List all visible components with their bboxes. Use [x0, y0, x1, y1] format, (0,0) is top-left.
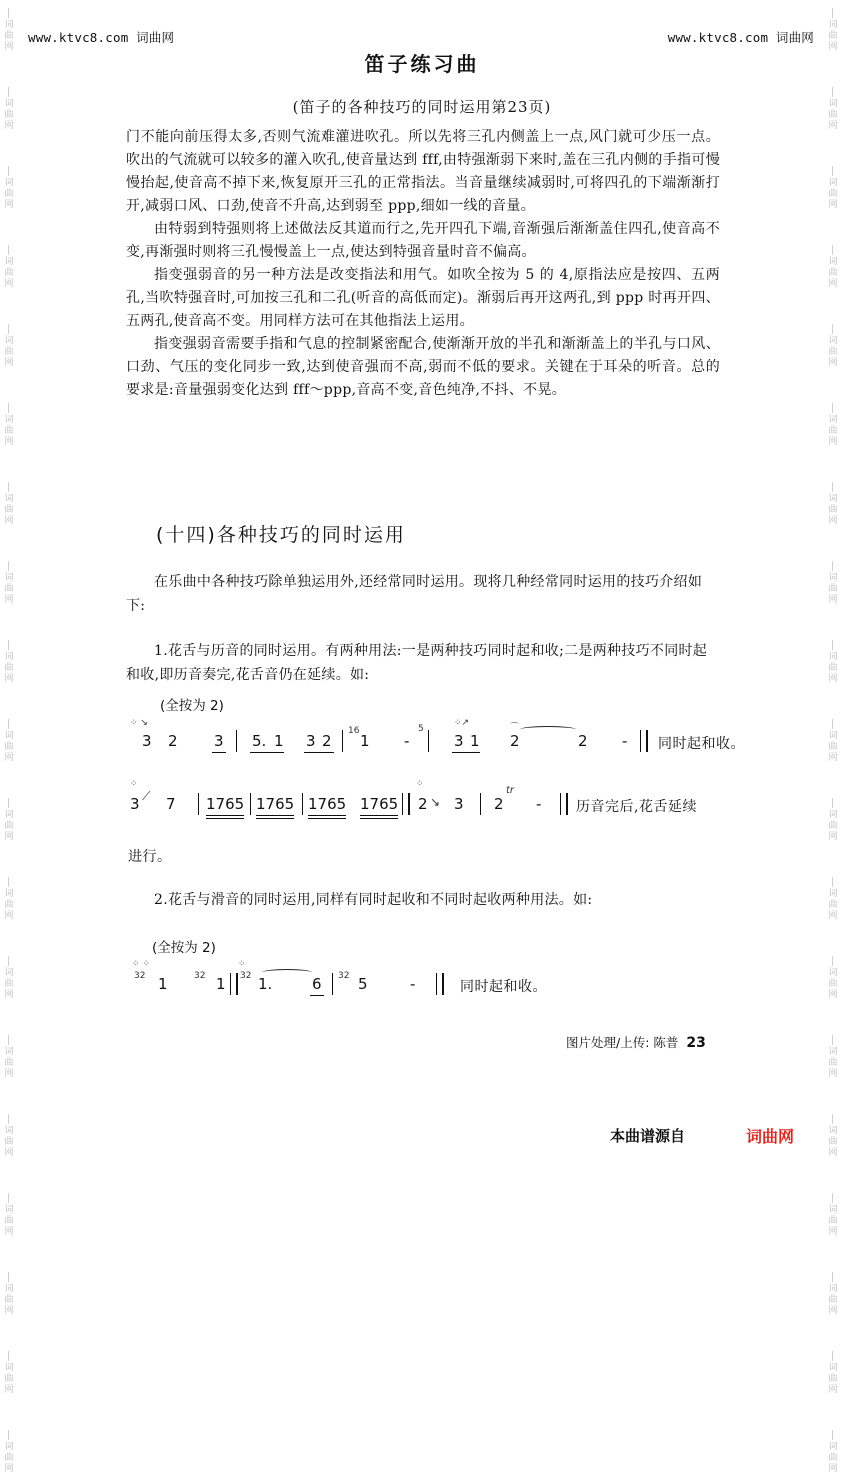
- watermark-unit: [4, 6, 13, 53]
- watermark-divider: [8, 561, 9, 571]
- watermark-char: 曲: [4, 31, 14, 41]
- watermark-char: 曲: [4, 1058, 14, 1068]
- watermark-char: 网: [828, 753, 838, 763]
- watermark-char: 网: [828, 1227, 838, 1237]
- right-watermark-strip: [826, 0, 840, 1474]
- watermark-unit: [828, 1191, 837, 1238]
- watermark-unit: [828, 6, 837, 53]
- note: 1: [216, 975, 226, 993]
- watermark-char: 网: [828, 516, 838, 526]
- notation-line-3: [132, 959, 632, 1005]
- dash: -: [622, 732, 628, 750]
- watermark-char: 词: [4, 573, 14, 583]
- watermark-divider: [832, 640, 833, 650]
- watermark-char: 曲: [4, 584, 14, 594]
- watermark-char: 网: [4, 1227, 14, 1237]
- watermark-char: 词: [4, 415, 14, 425]
- credit-line: [566, 1033, 706, 1051]
- body-paragraph-2: 由特弱到特强则将上述做法反其道而行之,先开四孔下端,音渐强后渐渐盖住四孔,使音高不变,再渐强时则将三孔慢慢盖上一点,使达到特强音量时音不偏高。: [126, 221, 720, 260]
- watermark-unit: [4, 1191, 13, 1238]
- note: 1: [158, 975, 168, 993]
- barline: [332, 973, 333, 995]
- watermark-char: 词: [828, 1442, 838, 1452]
- note: 1.: [258, 975, 273, 993]
- watermark-char: 词: [4, 889, 14, 899]
- body-text: [126, 126, 720, 402]
- watermark-char: 词: [828, 810, 838, 820]
- watermark-divider: [8, 1430, 9, 1440]
- watermark-divider: [8, 245, 9, 255]
- watermark-char: 曲: [828, 1137, 838, 1147]
- glide-icon: ⟋: [142, 789, 151, 803]
- double-barline: [402, 793, 410, 815]
- watermark-char: 网: [4, 753, 14, 763]
- body-paragraph-1: 门不能向前压得太多,否则气流难灌进吹孔。所以先将三孔内侧盖上一点,风门就可少压一点。吹出的气流就可以较多的灌入吹孔,使音量达到 fff,由特强渐弱下来时,盖在三孔内侧的手指可慢慢抬起,使音高不掉下来,恢复原开三孔的正常指法。当音量继续减弱时,可将四孔的下端渐渐打开,减弱口风、口劲,使音不升高,达到弱至 ppp,细如一线的音量。: [126, 129, 720, 214]
- watermark-char: 网: [4, 1306, 14, 1316]
- watermark-char: 曲: [4, 1453, 14, 1463]
- watermark-divider: [832, 1430, 833, 1440]
- site-watermark-right[interactable]: www.ktvc8.com 词曲网: [667, 30, 814, 45]
- watermark-unit: [4, 1112, 13, 1159]
- watermark-divider: [832, 1351, 833, 1361]
- watermark-char: 网: [4, 42, 14, 52]
- watermark-char: 词: [828, 652, 838, 662]
- watermark-unit: [828, 322, 837, 369]
- watermark-char: 词: [828, 257, 838, 267]
- underline: [250, 752, 284, 753]
- watermark-char: 曲: [828, 505, 838, 515]
- watermark-unit: [828, 1270, 837, 1317]
- watermark-char: 网: [4, 279, 14, 289]
- watermark-unit: [4, 559, 13, 606]
- body-paragraph-3: 指变强弱音的另一种方法是改变指法和用气。如吹全按为 5 的 4,原指法应是按四、五两孔,当吹特强音时,可加按三孔和二孔(听音的高低而定)。渐弱后再开这两孔,到 ppp 时再开四、五两孔,使音高不变。用同样方法可在其他指法上运用。: [126, 267, 720, 329]
- watermark-divider: [8, 166, 9, 176]
- watermark-char: 网: [828, 121, 838, 131]
- watermark-char: 网: [4, 1385, 14, 1395]
- flutter-tongue-mark: ⁘: [130, 779, 138, 789]
- watermark-char: 词: [4, 810, 14, 820]
- watermark-char: 曲: [828, 1295, 838, 1305]
- watermark-divider: [8, 324, 9, 334]
- underline: [206, 818, 244, 819]
- watermark-char: 网: [4, 990, 14, 1000]
- watermark-char: 曲: [828, 742, 838, 752]
- watermark-char: 词: [828, 336, 838, 346]
- note: 3: [454, 795, 464, 813]
- watermark-char: 网: [828, 200, 838, 210]
- underline: [360, 815, 398, 816]
- watermark-unit: [4, 1349, 13, 1396]
- note: 1765: [360, 795, 399, 813]
- watermark-divider: [832, 166, 833, 176]
- watermark-unit: [828, 401, 837, 448]
- watermark-char: 网: [828, 1464, 838, 1474]
- watermark-char: 曲: [828, 1058, 838, 1068]
- body-paragraph-4: 指变强弱音需要手指和气息的控制紧密配合,使渐渐开放的半孔和渐渐盖上的半孔与口风、口劲、气压的变化同步一致,达到使音强而不高,弱而不低的要求。关键在于耳朵的听音。总的要求是:音量强弱变化达到 fff～ppp,音高不变,音色纯净,不抖、不晃。: [126, 336, 720, 398]
- watermark-char: 词: [828, 415, 838, 425]
- watermark-char: 词: [4, 1047, 14, 1057]
- watermark-unit: [4, 1428, 13, 1475]
- watermark-char: 词: [4, 1205, 14, 1215]
- barline: [428, 730, 429, 752]
- watermark-divider: [8, 482, 9, 492]
- notation-caption: 同时起和收。: [460, 979, 547, 995]
- note: 2: [578, 732, 588, 750]
- underline: [256, 818, 294, 819]
- watermark-char: 词: [828, 178, 838, 188]
- grace-notes: 32: [240, 971, 252, 981]
- note: 3: [454, 732, 464, 750]
- watermark-char: 词: [4, 178, 14, 188]
- trill-mark: tr: [506, 785, 515, 796]
- page-subtitle: (笛子的各种技巧的同时运用第23页): [292, 98, 552, 116]
- glide-down-icon: ↘: [430, 795, 441, 809]
- watermark-char: 网: [828, 358, 838, 368]
- barline: [480, 793, 481, 815]
- watermark-char: 网: [828, 1306, 838, 1316]
- watermark-divider: [8, 1272, 9, 1282]
- watermark-divider: [8, 719, 9, 729]
- underline: [308, 818, 346, 819]
- notation-line-1: [128, 718, 745, 762]
- watermark-unit: [4, 796, 13, 843]
- watermark-char: 网: [4, 1464, 14, 1474]
- watermark-divider: [832, 8, 833, 18]
- flutter-tongue-mark: ⁘↗: [454, 718, 470, 728]
- underline: [212, 752, 226, 753]
- watermark-char: 曲: [828, 900, 838, 910]
- barline: [198, 793, 199, 815]
- watermark-char: 曲: [828, 584, 838, 594]
- watermark-char: 网: [828, 674, 838, 684]
- final-barline: [640, 730, 648, 752]
- watermark-char: 网: [4, 911, 14, 921]
- dash: -: [536, 795, 542, 813]
- watermark-char: 网: [4, 832, 14, 842]
- note: 3: [130, 795, 140, 813]
- double-barline: [230, 973, 238, 995]
- watermark-char: 词: [828, 731, 838, 741]
- note: 5: [358, 975, 368, 993]
- note: 1765: [256, 795, 295, 813]
- watermark-unit: [828, 1112, 837, 1159]
- watermark-unit: [4, 717, 13, 764]
- watermark-char: 词: [4, 1442, 14, 1452]
- watermark-char: 曲: [4, 347, 14, 357]
- note: 1765: [206, 795, 245, 813]
- watermark-divider: [832, 482, 833, 492]
- barline: [302, 793, 303, 815]
- underline: [452, 752, 480, 753]
- watermark-char: 曲: [828, 268, 838, 278]
- watermark-unit: [4, 480, 13, 527]
- watermark-char: 网: [4, 674, 14, 684]
- watermark-divider: [832, 1035, 833, 1045]
- watermark-char: 曲: [4, 426, 14, 436]
- watermark-char: 词: [828, 1363, 838, 1373]
- watermark-unit: [828, 243, 837, 290]
- watermark-divider: [832, 877, 833, 887]
- watermark-unit: [828, 638, 837, 685]
- watermark-char: 网: [4, 595, 14, 605]
- barline: [236, 730, 237, 752]
- watermark-char: 曲: [828, 189, 838, 199]
- watermark-unit: [828, 796, 837, 843]
- watermark-unit: [828, 1349, 837, 1396]
- watermark-char: 词: [4, 494, 14, 504]
- watermark-unit: [4, 875, 13, 922]
- watermark-char: 网: [828, 1385, 838, 1395]
- watermark-unit: [4, 1033, 13, 1080]
- watermark-divider: [8, 877, 9, 887]
- intro-paragraph: [126, 570, 720, 618]
- watermark-char: 曲: [4, 979, 14, 989]
- watermark-divider: [832, 719, 833, 729]
- watermark-divider: [832, 798, 833, 808]
- site-watermark-left[interactable]: www.ktvc8.com 词曲网: [28, 30, 175, 45]
- item-1-paragraph: [126, 639, 720, 687]
- underline: [256, 815, 294, 816]
- item-2-paragraph: [126, 888, 720, 912]
- flutter-tongue-mark: ⁘ ↘: [130, 718, 148, 728]
- watermark-unit: [4, 638, 13, 685]
- page-number: 23: [686, 1035, 706, 1051]
- watermark-char: 曲: [4, 110, 14, 120]
- underline: [206, 815, 244, 816]
- watermark-char: 曲: [828, 347, 838, 357]
- notation-caption: 同时起和收。: [658, 736, 745, 752]
- note: 3: [142, 732, 152, 750]
- fermata-icon: ⌒: [510, 723, 520, 733]
- note: 2: [168, 732, 178, 750]
- flutter-tongue-mark: ⁘ ⁘: [132, 959, 150, 969]
- credit-label: 图片处理/上传: 陈普: [566, 1035, 679, 1050]
- watermark-unit: [4, 954, 13, 1001]
- underline: [304, 752, 334, 753]
- watermark-unit: [828, 875, 837, 922]
- watermark-char: 曲: [828, 1216, 838, 1226]
- watermark-char: 词: [828, 1047, 838, 1057]
- watermark-char: 曲: [828, 821, 838, 831]
- source-label: 本曲谱源自: [610, 1127, 686, 1145]
- watermark-divider: [832, 403, 833, 413]
- watermark-char: 词: [4, 731, 14, 741]
- note: 2: [322, 732, 332, 750]
- key-label-2: (全按为 2): [152, 940, 216, 956]
- watermark-char: 词: [828, 889, 838, 899]
- left-watermark-strip: [2, 0, 16, 1474]
- watermark-char: 曲: [4, 268, 14, 278]
- watermark-divider: [8, 956, 9, 966]
- watermark-char: 网: [828, 437, 838, 447]
- note: 3: [214, 732, 224, 750]
- watermark-char: 曲: [4, 900, 14, 910]
- watermark-unit: [828, 559, 837, 606]
- watermark-divider: [8, 1193, 9, 1203]
- section-heading: (十四)各种技巧的同时运用: [156, 524, 406, 546]
- barline: [250, 793, 251, 815]
- watermark-char: 词: [4, 336, 14, 346]
- note: 1: [360, 732, 370, 750]
- dash: -: [404, 732, 410, 750]
- watermark-char: 网: [828, 911, 838, 921]
- site-logo[interactable]: 词曲网: [746, 1127, 795, 1146]
- watermark-char: 曲: [828, 1453, 838, 1463]
- page-title: 笛子练习曲: [364, 52, 480, 76]
- watermark-unit: [4, 401, 13, 448]
- watermark-char: 网: [4, 200, 14, 210]
- final-barline: [560, 793, 568, 815]
- watermark-char: 网: [828, 42, 838, 52]
- watermark-unit: [828, 954, 837, 1001]
- watermark-char: 曲: [828, 426, 838, 436]
- watermark-char: 网: [4, 1069, 14, 1079]
- continuation-text: 进行。: [128, 849, 172, 865]
- watermark-divider: [8, 403, 9, 413]
- notation-line-2: [128, 779, 728, 825]
- watermark-char: 网: [828, 990, 838, 1000]
- watermark-unit: [828, 480, 837, 527]
- watermark-unit: [4, 164, 13, 211]
- watermark-unit: [4, 322, 13, 369]
- watermark-unit: [828, 1033, 837, 1080]
- note: 3: [306, 732, 316, 750]
- watermark-char: 网: [828, 595, 838, 605]
- watermark-char: 网: [4, 516, 14, 526]
- grace-notes: 32: [338, 971, 350, 981]
- note: 6: [312, 975, 322, 993]
- watermark-char: 曲: [4, 1295, 14, 1305]
- intro-text: 在乐曲中各种技巧除单独运用外,还经常同时运用。现将几种经常同时运用的技巧介绍如下:: [126, 574, 703, 614]
- watermark-char: 词: [828, 99, 838, 109]
- note: 1: [274, 732, 284, 750]
- watermark-char: 曲: [4, 663, 14, 673]
- watermark-divider: [832, 1272, 833, 1282]
- final-barline: [436, 973, 444, 995]
- watermark-char: 曲: [828, 31, 838, 41]
- underline: [360, 818, 398, 819]
- watermark-divider: [832, 956, 833, 966]
- watermark-unit: [828, 1428, 837, 1475]
- watermark-char: 网: [4, 358, 14, 368]
- watermark-char: 曲: [828, 663, 838, 673]
- grace-notes: 32: [194, 971, 206, 981]
- watermark-char: 词: [4, 1126, 14, 1136]
- grace-notes: 32: [134, 971, 146, 981]
- underline: [308, 815, 346, 816]
- note: 5.: [252, 732, 267, 750]
- watermark-divider: [8, 8, 9, 18]
- watermark-char: 网: [4, 1148, 14, 1158]
- watermark-char: 曲: [4, 821, 14, 831]
- watermark-char: 词: [828, 1205, 838, 1215]
- watermark-char: 词: [4, 257, 14, 267]
- watermark-char: 词: [4, 968, 14, 978]
- watermark-char: 网: [4, 121, 14, 131]
- watermark-char: 曲: [4, 1374, 14, 1384]
- watermark-char: 词: [828, 1284, 838, 1294]
- watermark-unit: [4, 243, 13, 290]
- watermark-unit: [4, 1270, 13, 1317]
- watermark-divider: [832, 1114, 833, 1124]
- barline: [342, 730, 343, 752]
- tie-arc: [520, 726, 576, 733]
- note: 2: [510, 732, 520, 750]
- watermark-divider: [832, 324, 833, 334]
- flutter-tongue-mark: ⁘: [416, 779, 424, 789]
- watermark-divider: [8, 1035, 9, 1045]
- watermark-divider: [8, 1351, 9, 1361]
- note: 2: [494, 795, 504, 813]
- watermark-divider: [832, 561, 833, 571]
- watermark-char: 曲: [828, 979, 838, 989]
- watermark-char: 曲: [828, 1374, 838, 1384]
- note: 1765: [308, 795, 347, 813]
- watermark-divider: [8, 1114, 9, 1124]
- watermark-char: 词: [4, 99, 14, 109]
- watermark-divider: [8, 798, 9, 808]
- watermark-char: 曲: [4, 742, 14, 752]
- watermark-divider: [832, 245, 833, 255]
- watermark-char: 网: [828, 279, 838, 289]
- watermark-char: 曲: [828, 110, 838, 120]
- note: 7: [166, 795, 176, 813]
- watermark-char: 词: [4, 1284, 14, 1294]
- watermark-char: 词: [828, 968, 838, 978]
- underline: [310, 995, 324, 996]
- note: 1: [470, 732, 480, 750]
- watermark-char: 曲: [4, 505, 14, 515]
- watermark-unit: [828, 717, 837, 764]
- watermark-char: 网: [4, 437, 14, 447]
- watermark-char: 词: [4, 1363, 14, 1373]
- watermark-char: 词: [828, 573, 838, 583]
- watermark-divider: [8, 640, 9, 650]
- watermark-char: 词: [4, 20, 14, 30]
- note: 2: [418, 795, 428, 813]
- watermark-char: 词: [4, 652, 14, 662]
- notation-caption: 历音完后,花舌延续: [576, 799, 697, 815]
- watermark-char: 词: [828, 1126, 838, 1136]
- grace-note: 5: [418, 724, 424, 734]
- flutter-tongue-mark: ⁘: [238, 959, 246, 969]
- watermark-divider: [832, 1193, 833, 1203]
- watermark-unit: [828, 164, 837, 211]
- watermark-char: 网: [828, 1148, 838, 1158]
- watermark-char: 曲: [4, 1216, 14, 1226]
- tie-arc: [262, 969, 312, 976]
- watermark-char: 网: [828, 832, 838, 842]
- item-2-text: 2.花舌与滑音的同时运用,同样有同时起收和不同时起收两种用法。如:: [154, 892, 593, 908]
- watermark-char: 网: [828, 1069, 838, 1079]
- dash: -: [410, 975, 416, 993]
- watermark-char: 词: [828, 494, 838, 504]
- item-1-text: 1.花舌与历音的同时运用。有两种用法:一是两种技巧同时起和收;二是两种技巧不同时起和收,即历音奏完,花舌音仍在延续。如:: [126, 643, 708, 683]
- key-label-1: (全按为 2): [160, 698, 224, 714]
- watermark-char: 曲: [4, 189, 14, 199]
- grace-notes: 16: [348, 726, 360, 736]
- watermark-char: 曲: [4, 1137, 14, 1147]
- watermark-char: 词: [828, 20, 838, 30]
